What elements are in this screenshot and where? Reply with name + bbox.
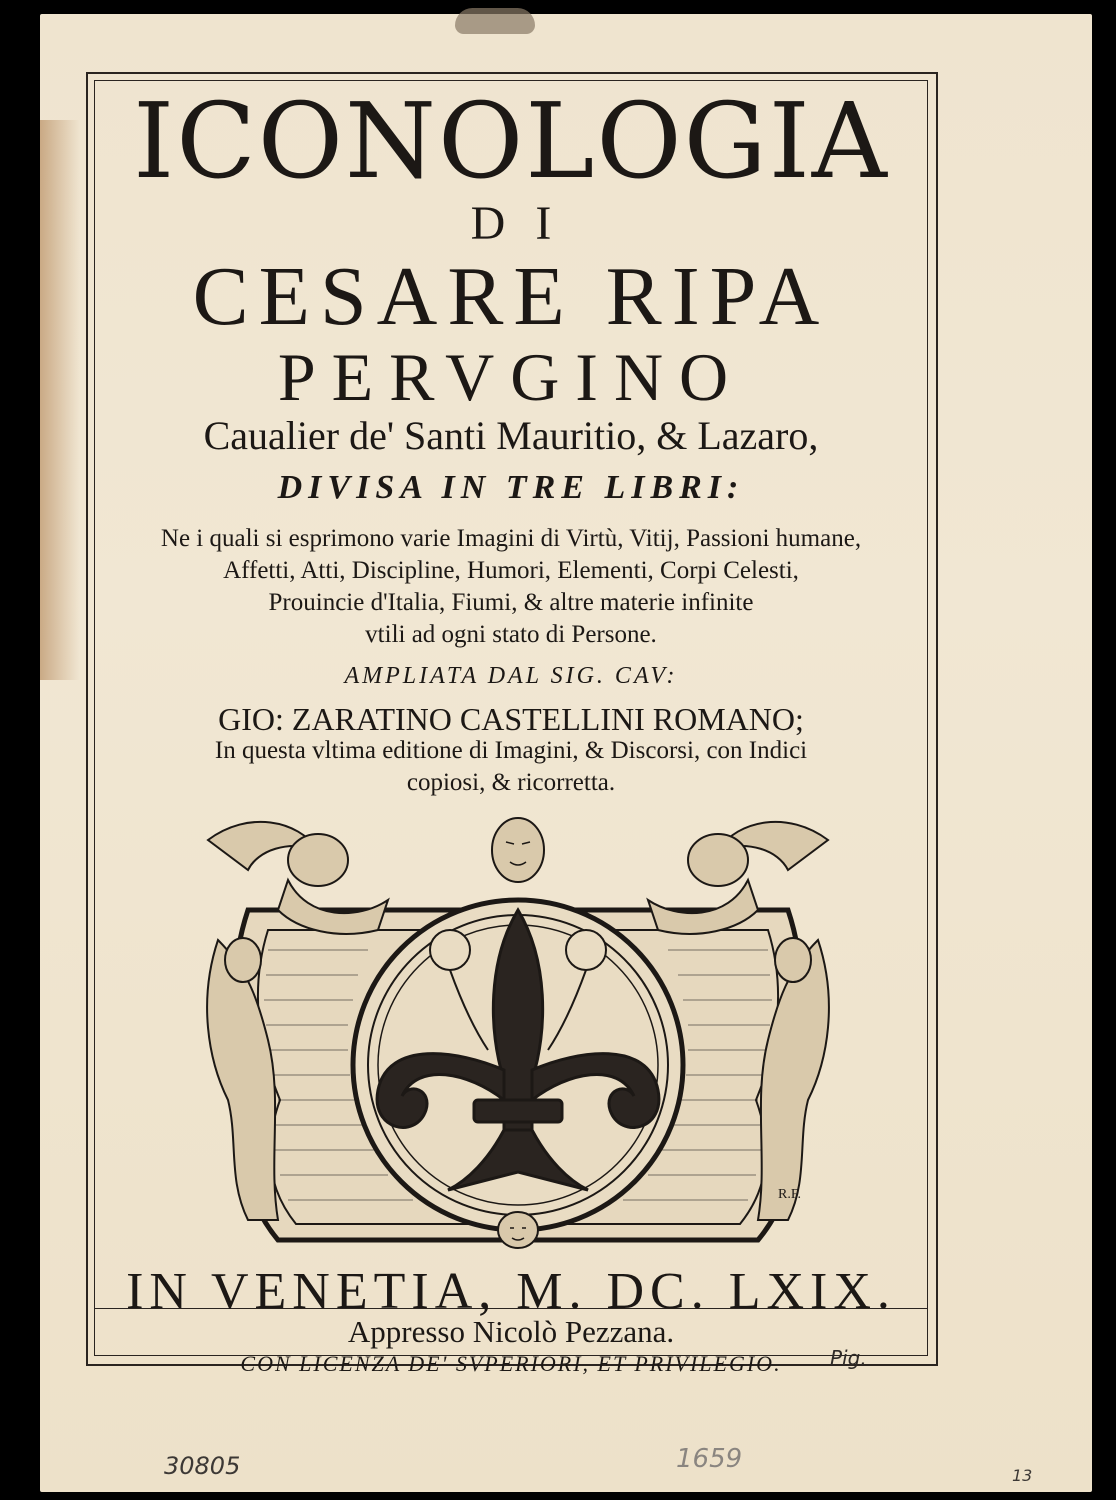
edition-line: In questa vltima editione di Imagini, & Discorsi, con Indici bbox=[214, 737, 808, 764]
book-title: ICONOLOGIA bbox=[133, 80, 889, 202]
author-name: CESARE RIPA bbox=[192, 250, 830, 343]
division-heading: DIVISA IN TRE LIBRI: bbox=[277, 469, 745, 506]
manuscript-page-mark: Pig. bbox=[830, 1346, 867, 1370]
printer-device-woodcut bbox=[188, 800, 848, 1260]
binding-tab bbox=[455, 8, 535, 34]
title-preposition: DI bbox=[470, 197, 582, 250]
manuscript-year-note: 1659 bbox=[676, 1444, 743, 1474]
ornament-monogram: R.F. bbox=[778, 1187, 802, 1202]
paper-stain bbox=[40, 120, 80, 680]
description-line: vtili ad ogni stato di Persone. bbox=[365, 621, 657, 648]
leaf-number: 13 bbox=[1012, 1466, 1033, 1485]
editor-name: GIO: ZARATINO CASTELLINI ROMANO; bbox=[218, 701, 804, 737]
description-line: Ne i quali si esprimono varie Imagini di Virtù, Vitij, Passioni humane, bbox=[160, 525, 862, 552]
imprint-license: CON LICENZA DE' SVPERIORI, ET PRIVILEGIO. bbox=[240, 1351, 782, 1376]
accession-number: 30805 bbox=[164, 1452, 241, 1480]
author-origin: PERVGINO bbox=[277, 339, 745, 415]
author-honor: Caualier de' Santi Mauritio, & Lazaro, bbox=[203, 413, 819, 458]
description-line: Affetti, Atti, Discipline, Humori, Elementi, Corpi Celesti, bbox=[223, 557, 799, 584]
description-line: Prouincie d'Italia, Fiumi, & altre materie infinite bbox=[268, 589, 754, 616]
imprint-printer: Appresso Nicolò Pezzana. bbox=[347, 1314, 675, 1349]
edition-line: copiosi, & ricorretta. bbox=[406, 769, 616, 796]
imprint-place-date: IN VENETIA, M. DC. LXIX. bbox=[126, 1263, 896, 1320]
ampliata-heading: AMPLIATA DAL SIG. CAV: bbox=[344, 663, 678, 689]
